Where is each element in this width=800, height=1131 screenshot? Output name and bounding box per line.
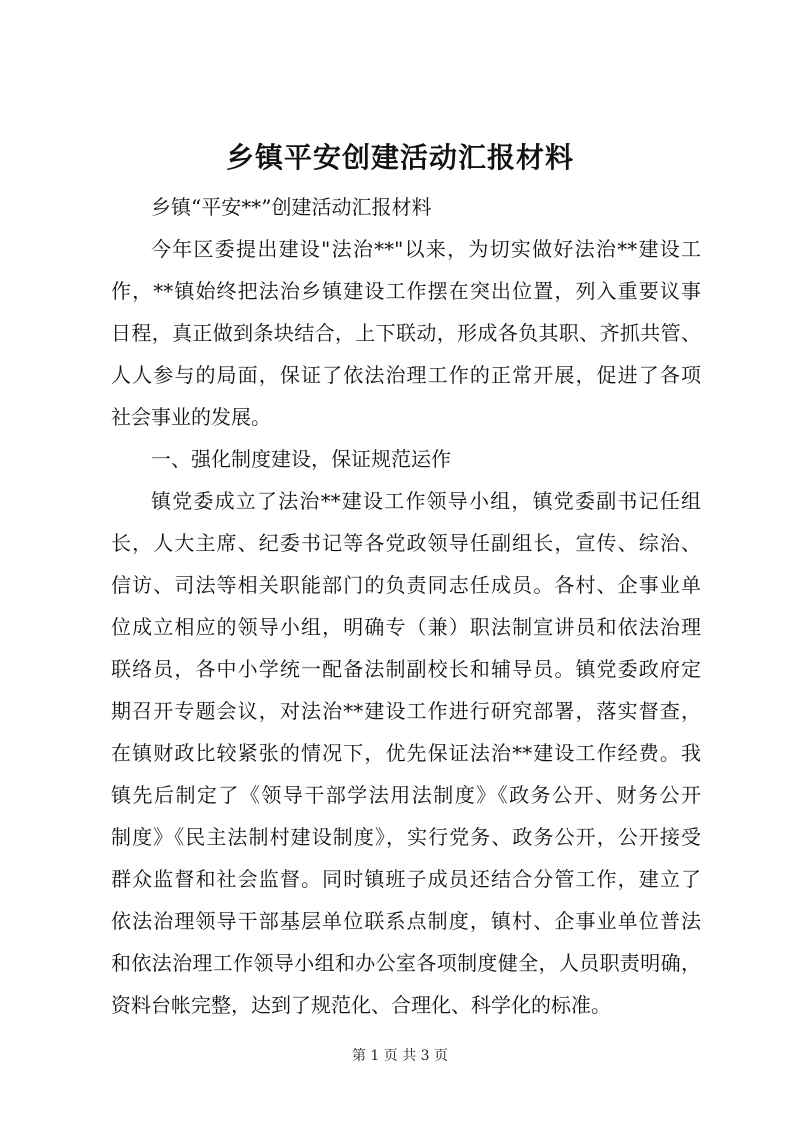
paragraph-2-line-8: 镇先后制定了《领导干部学法用法制度》《政务公开、财务公开 (111, 783, 701, 807)
paragraph-2-line-6: 期召开专题会议，对法治**建设工作进行研究部署，落实督查， (111, 699, 701, 723)
document-body (111, 186, 701, 1026)
paragraph-2-line-3: 信访、司法等相关职能部门的负责同志任成员。各村、企事业单 (111, 573, 701, 597)
subtitle-line: 乡镇“平安**”创建活动汇报材料 (151, 195, 432, 219)
document-title: 乡镇平安创建活动汇报材料 (225, 141, 574, 174)
paragraph-1-line-3: 日程，真正做到条块结合，上下联动，形成各负其职、齐抓共管、 (111, 321, 701, 345)
paragraph-2-line-4: 位成立相应的领导小组，明确专（兼）职法制宣讲员和依法治理 (111, 615, 701, 639)
paragraph-2-line-5: 联络员，各中小学统一配备法制副校长和辅导员。镇党委政府定 (111, 657, 701, 681)
paragraph-2-line-1: 镇党委成立了法治**建设工作领导小组，镇党委副书记任组 (151, 489, 701, 513)
page-number-footer: 第 1 页 共 3 页 (351, 1048, 449, 1064)
paragraph-2-line-10: 群众监督和社会监督。同时镇班子成员还结合分管工作，建立了 (111, 867, 701, 891)
paragraph-2-line-2: 长，人大主席、纪委书记等各党政领导任副组长，宣传、综治、 (111, 531, 701, 555)
paragraph-2-line-12: 和依法治理工作领导小组和办公室各项制度健全，人员职责明确， (111, 951, 701, 975)
section-heading-1: 一、强化制度建设，保证规范运作 (151, 447, 451, 471)
paragraph-1-line-5: 社会事业的发展。 (111, 405, 271, 429)
paragraph-2-line-7: 在镇财政比较紧张的情况下，优先保证法治**建设工作经费。我 (111, 741, 701, 765)
paragraph-2-line-9: 制度》《民主法制村建设制度》，实行党务、政务公开，公开接受 (111, 825, 701, 849)
paragraph-1-line-4: 人人参与的局面，保证了依法治理工作的正常开展，促进了各项 (111, 363, 701, 387)
paragraph-1-line-1: 今年区委提出建设"法治**"以来，为切实做好法治**建设工 (151, 237, 701, 261)
paragraph-1-line-2: 作，**镇始终把法治乡镇建设工作摆在突出位置，列入重要议事 (111, 279, 701, 303)
paragraph-2-line-13: 资料台帐完整，达到了规范化、合理化、科学化的标准。 (111, 993, 611, 1017)
paragraph-2-line-11: 依法治理领导干部基层单位联系点制度，镇村、企事业单位普法 (111, 909, 701, 933)
